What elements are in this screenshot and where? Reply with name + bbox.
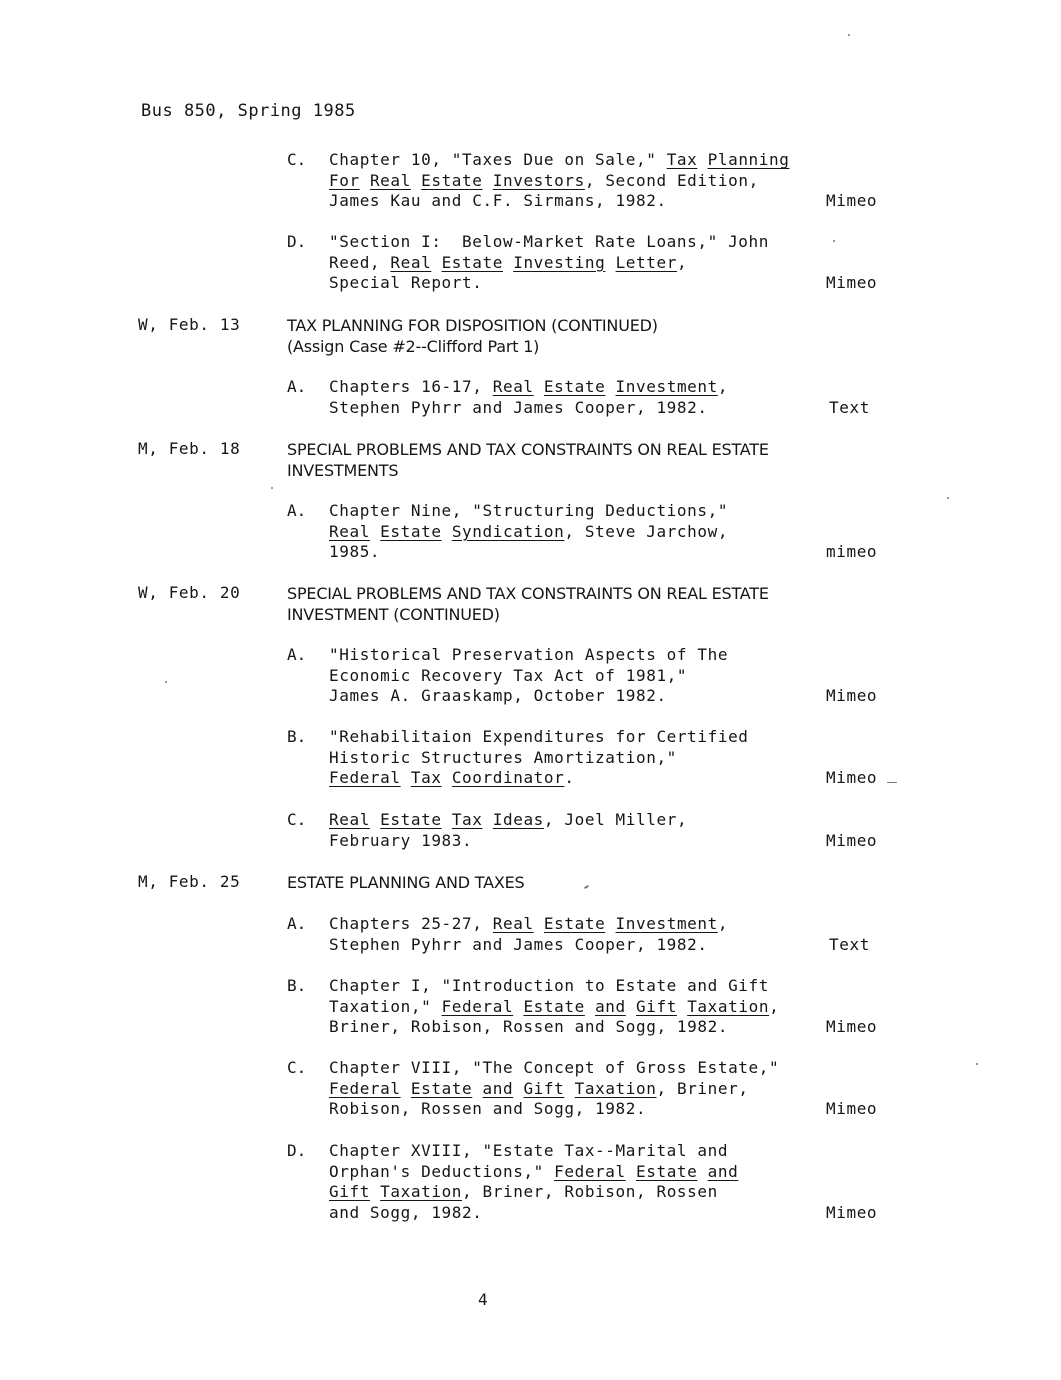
citation-text — [360, 171, 370, 190]
underlined-title-word: Investors — [492, 170, 585, 190]
reading-citation-line — [329, 645, 728, 665]
citation-text — [677, 997, 687, 1016]
session-date: M, Feb. 18 — [138, 439, 241, 458]
reading-citation-line — [329, 1162, 738, 1182]
reading-citation-line — [329, 273, 483, 293]
citation-text: Reed, — [329, 252, 391, 272]
citation-text: , Second Edition, — [584, 170, 759, 190]
scan-speck — [976, 1063, 978, 1065]
scan-speck — [833, 240, 835, 242]
citation-text — [503, 253, 513, 272]
citation-text — [513, 997, 523, 1016]
reading-citation-line — [329, 976, 769, 996]
reading-letter: B. — [287, 976, 307, 995]
citation-text — [585, 997, 595, 1016]
underlined-title-word: Gift — [329, 1182, 370, 1202]
citation-text: Chapter 10, "Taxes Due on Sale," — [329, 150, 667, 169]
citation-text: Chapter XVIII, "Estate Tax--Marital and — [329, 1141, 729, 1160]
underlined-title-word: and — [595, 996, 626, 1016]
citation-text: James Kau and C.F. Sirmans, 1982. — [329, 191, 667, 211]
reading-citation-line — [329, 935, 708, 955]
reading-citation-line — [329, 232, 769, 252]
reading-citation-line — [329, 542, 380, 562]
citation-text: 1985. — [329, 542, 381, 562]
reading-citation-line — [329, 768, 575, 788]
citation-text: , — [717, 914, 729, 933]
underlined-title-word: Estate — [636, 1161, 698, 1181]
reading-citation-line — [329, 1079, 749, 1099]
reading-citation-line — [329, 810, 687, 830]
reading-letter: C. — [287, 150, 307, 169]
citation-text: , — [676, 252, 688, 272]
citation-text — [431, 253, 441, 272]
session-topic: (Assign Case #2--Clifford Part 1) — [287, 336, 540, 356]
citation-text — [605, 377, 615, 396]
page-number: 4 — [478, 1290, 488, 1309]
session-topic: SPECIAL PROBLEMS AND TAX CONSTRAINTS ON REAL ESTATE — [287, 440, 769, 459]
scan-speck — [848, 34, 850, 36]
reading-source: Text — [829, 934, 870, 954]
reading-citation-line — [329, 171, 759, 191]
citation-text — [442, 810, 452, 829]
underlined-title-word: Federal — [554, 1161, 626, 1181]
reading-citation-line — [329, 501, 728, 521]
underlined-title-word: Taxation — [380, 1182, 463, 1202]
underlined-title-word: Syndication — [451, 521, 565, 541]
scan-speck — [584, 885, 589, 889]
underlined-title-word: Estate — [441, 252, 503, 272]
reading-citation-line — [329, 253, 687, 273]
citation-text — [401, 768, 411, 787]
session-topic: INVESTMENTS — [287, 460, 399, 480]
underlined-title-word: Letter — [615, 252, 677, 272]
reading-source: Mimeo — [826, 273, 878, 293]
reading-citation-line — [329, 666, 687, 686]
reading-source: Mimeo — [826, 686, 878, 706]
citation-text — [513, 1079, 523, 1098]
citation-text — [534, 914, 544, 933]
citation-text: , Joel Miller, — [543, 810, 688, 829]
underlined-title-word: Real — [492, 377, 534, 396]
reading-letter: A. — [287, 645, 307, 664]
underlined-title-word: Estate — [421, 170, 483, 190]
reading-citation-line — [329, 522, 728, 542]
underlined-title-word: Estate — [543, 377, 606, 396]
citation-text: "Section I: Below-Market Rate Loans," John — [329, 232, 770, 251]
citation-text: Chapters 25-27, — [329, 914, 493, 933]
underlined-title-word: Taxation — [574, 1078, 657, 1098]
reading-citation-line — [329, 377, 728, 397]
underlined-title-word: Planning — [707, 150, 790, 169]
underlined-title-word: Tax — [410, 768, 442, 788]
citation-text: Historic Structures Amortization," — [329, 747, 677, 767]
reading-source: Text — [829, 397, 870, 417]
underlined-title-word: Estate — [380, 521, 442, 541]
citation-text — [442, 768, 452, 787]
reading-source: Mimeo — [826, 768, 878, 788]
underlined-title-word: Real — [329, 810, 370, 829]
reading-source: Mimeo — [826, 1017, 878, 1037]
reading-citation-line — [329, 914, 728, 934]
citation-text: . — [564, 768, 575, 788]
underlined-title-word: Real — [390, 252, 432, 272]
reading-citation-line — [329, 398, 708, 418]
session-topic: TAX PLANNING FOR DISPOSITION (CONTINUED) — [287, 316, 658, 335]
citation-text — [370, 522, 380, 541]
reading-letter: A. — [287, 914, 307, 933]
scan-speck — [947, 497, 949, 499]
reading-citation-line — [329, 831, 472, 851]
citation-text: "Historical Preservation Aspects of The — [329, 645, 729, 664]
citation-text — [564, 1079, 574, 1098]
session-date: W, Feb. 20 — [138, 583, 241, 602]
session-topic: ESTATE PLANNING AND TAXES — [287, 873, 525, 892]
underlined-title-word: Estate — [523, 996, 585, 1016]
citation-text — [626, 997, 636, 1016]
citation-text: James A. Graaskamp, October 1982. — [329, 686, 667, 706]
citation-text — [605, 914, 615, 933]
citation-text — [411, 171, 421, 190]
session-date: M, Feb. 25 — [138, 872, 241, 891]
citation-text: and Sogg, 1982. — [329, 1203, 483, 1223]
underlined-title-word: Gift — [636, 996, 677, 1016]
underlined-title-word: Investment — [615, 377, 718, 396]
underlined-title-word: Investment — [615, 914, 718, 933]
reading-citation-line — [329, 1099, 646, 1119]
citation-text: , Briner, Robison, Rossen — [462, 1182, 718, 1202]
reading-letter: A. — [287, 501, 307, 520]
citation-text: , Steve Jarchow, — [564, 521, 729, 541]
underlined-title-word: Taxation — [687, 996, 770, 1016]
citation-text — [370, 1182, 380, 1201]
underlined-title-word: Real — [492, 914, 534, 933]
citation-text: Chapters 16-17, — [329, 377, 493, 396]
citation-text: Briner, Robison, Rossen and Sogg, 1982. — [329, 1017, 729, 1037]
citation-text: Taxation," — [329, 996, 442, 1016]
citation-text: Robison, Rossen and Sogg, 1982. — [329, 1099, 647, 1119]
citation-text: , Briner, — [656, 1078, 749, 1098]
underlined-title-word: and — [482, 1078, 514, 1098]
reading-letter: C. — [287, 1058, 307, 1077]
underlined-title-word: Tax — [451, 810, 483, 829]
scan-speck — [887, 782, 897, 783]
citation-text: "Rehabilitaion Expenditures for Certified — [329, 727, 749, 746]
underlined-title-word: Real — [369, 170, 411, 190]
reading-citation-line — [329, 748, 677, 768]
reading-letter: A. — [287, 377, 307, 396]
underlined-title-word: Estate — [543, 914, 606, 933]
reading-citation-line — [329, 1182, 718, 1202]
citation-text — [472, 1079, 482, 1098]
underlined-title-word: Investing — [513, 252, 606, 272]
citation-text: Stephen Pyhrr and James Cooper, 1982. — [329, 397, 708, 417]
reading-citation-line — [329, 150, 790, 170]
citation-text — [697, 1162, 707, 1181]
reading-source: Mimeo — [826, 1203, 878, 1223]
scan-speck — [165, 681, 167, 683]
reading-citation-line — [329, 727, 749, 747]
citation-text: Economic Recovery Tax Act of 1981," — [329, 665, 688, 685]
reading-citation-line — [329, 1017, 728, 1037]
session-topic: SPECIAL PROBLEMS AND TAX CONSTRAINTS ON REAL ESTATE — [287, 584, 769, 603]
citation-text: Chapter Nine, "Structuring Deductions," — [329, 501, 729, 520]
citation-text: Orphan's Deductions," — [329, 1161, 555, 1181]
reading-source: Mimeo — [826, 1099, 878, 1119]
document-header: Bus 850, Spring 1985 — [141, 101, 356, 121]
reading-citation-line — [329, 686, 667, 706]
reading-source: Mimeo — [826, 191, 878, 211]
underlined-title-word: Gift — [523, 1078, 565, 1098]
citation-text — [370, 810, 380, 829]
underlined-title-word: Federal — [329, 768, 401, 788]
reading-citation-line — [329, 997, 779, 1017]
reading-citation-line — [329, 1203, 483, 1223]
underlined-title-word: Tax — [666, 150, 698, 169]
citation-text: February 1983. — [329, 830, 473, 850]
underlined-title-word: Real — [329, 521, 370, 541]
underlined-title-word: Estate — [410, 1078, 473, 1098]
underlined-title-word: Ideas — [492, 810, 544, 829]
citation-text: Chapter I, "Introduction to Estate and Gift — [329, 976, 770, 995]
reading-letter: D. — [287, 232, 307, 251]
citation-text: Special Report. — [329, 273, 483, 293]
reading-source: Mimeo — [826, 830, 878, 850]
underlined-title-word: and — [707, 1161, 739, 1181]
reading-citation-line — [329, 191, 667, 211]
citation-text — [626, 1162, 636, 1181]
reading-letter: B. — [287, 727, 307, 746]
underlined-title-word: Federal — [329, 1078, 401, 1098]
reading-citation-line — [329, 1141, 728, 1161]
citation-text — [483, 171, 493, 190]
citation-text: , — [769, 996, 780, 1016]
reading-letter: C. — [287, 810, 307, 829]
underlined-title-word: Federal — [441, 996, 514, 1016]
citation-text — [401, 1079, 411, 1098]
underlined-title-word: For — [329, 170, 360, 190]
citation-text — [605, 253, 615, 272]
citation-text — [697, 150, 707, 169]
session-topic: INVESTMENT (CONTINUED) — [287, 604, 500, 624]
reading-letter: D. — [287, 1141, 307, 1160]
citation-text: Stephen Pyhrr and James Cooper, 1982. — [329, 934, 708, 954]
citation-text — [442, 522, 452, 541]
citation-text: , — [717, 377, 729, 396]
session-date: W, Feb. 13 — [138, 315, 241, 334]
citation-text — [534, 377, 544, 396]
underlined-title-word: Coordinator — [451, 768, 565, 788]
underlined-title-word: Estate — [380, 810, 442, 829]
citation-text — [483, 810, 493, 829]
reading-source: mimeo — [826, 542, 878, 562]
scan-speck — [271, 487, 273, 489]
reading-citation-line — [329, 1058, 779, 1078]
citation-text: Chapter VIII, "The Concept of Gross Estate," — [329, 1058, 780, 1077]
